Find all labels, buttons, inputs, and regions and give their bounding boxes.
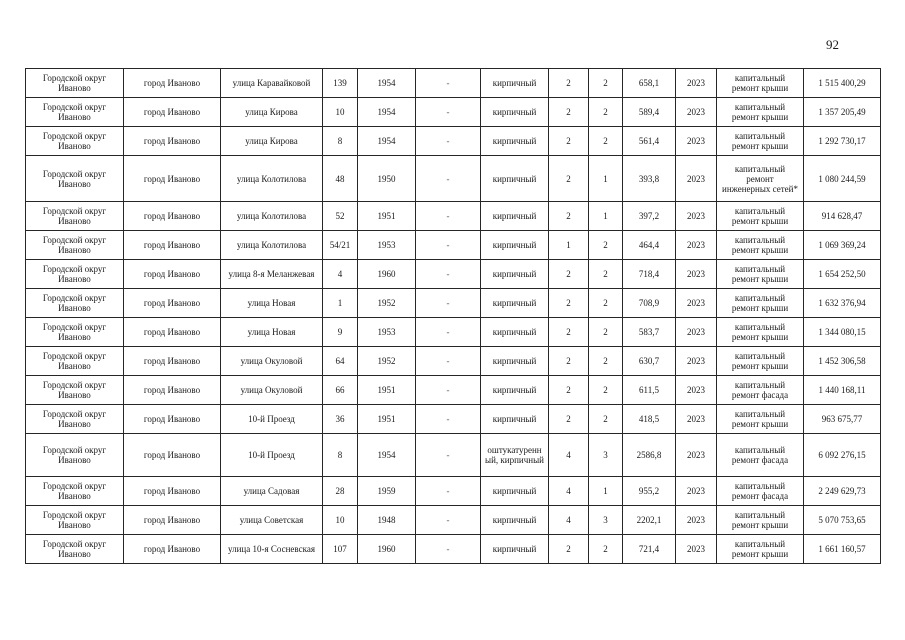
cell-city: город Иваново <box>124 69 221 98</box>
cell-wall-material: кирпичный <box>481 347 549 376</box>
cell-house: 8 <box>323 434 358 477</box>
cell-dash: - <box>416 405 481 434</box>
cell-work-type: капитальный ремонт крыши <box>717 347 804 376</box>
cell-dash: - <box>416 506 481 535</box>
cell-work-year: 2023 <box>676 405 717 434</box>
cell-street: улица Колотилова <box>221 156 323 202</box>
cell-district: Городской округ Иваново <box>26 506 124 535</box>
cell-entrances: 2 <box>589 69 623 98</box>
cell-floors: 2 <box>549 260 589 289</box>
cell-area: 955,2 <box>623 477 676 506</box>
cell-work-year: 2023 <box>676 260 717 289</box>
cell-city: город Иваново <box>124 376 221 405</box>
cell-house: 4 <box>323 260 358 289</box>
cell-area: 2202,1 <box>623 506 676 535</box>
cell-work-year: 2023 <box>676 69 717 98</box>
cell-entrances: 3 <box>589 506 623 535</box>
table-row <box>26 434 881 477</box>
cell-house: 10 <box>323 98 358 127</box>
cell-dash: - <box>416 289 481 318</box>
cell-work-year: 2023 <box>676 434 717 477</box>
cell-work-year: 2023 <box>676 98 717 127</box>
cell-area: 658,1 <box>623 69 676 98</box>
cell-dash: - <box>416 535 481 564</box>
cell-work-year: 2023 <box>676 506 717 535</box>
cell-cost: 914 628,47 <box>804 202 881 231</box>
cell-street: улица 10-я Сосневская <box>221 535 323 564</box>
cell-year-built: 1954 <box>358 69 416 98</box>
cell-cost: 963 675,77 <box>804 405 881 434</box>
cell-wall-material: кирпичный <box>481 202 549 231</box>
cell-year-built: 1954 <box>358 98 416 127</box>
cell-wall-material: кирпичный <box>481 405 549 434</box>
cell-year-built: 1959 <box>358 477 416 506</box>
table-row <box>26 347 881 376</box>
cell-year-built: 1960 <box>358 260 416 289</box>
cell-work-year: 2023 <box>676 202 717 231</box>
cell-floors: 4 <box>549 477 589 506</box>
cell-street: улица Кирова <box>221 127 323 156</box>
cell-district: Городской округ Иваново <box>26 231 124 260</box>
cell-wall-material: оштукатуренный, кирпичный <box>481 434 549 477</box>
cell-floors: 2 <box>549 156 589 202</box>
cell-area: 708,9 <box>623 289 676 318</box>
cell-floors: 2 <box>549 405 589 434</box>
table-row <box>26 156 881 202</box>
cell-wall-material: кирпичный <box>481 289 549 318</box>
cell-work-type: капитальный ремонт крыши <box>717 535 804 564</box>
cell-cost: 1 515 400,29 <box>804 69 881 98</box>
cell-city: город Иваново <box>124 156 221 202</box>
cell-district: Городской округ Иваново <box>26 477 124 506</box>
cell-area: 583,7 <box>623 318 676 347</box>
cell-floors: 2 <box>549 318 589 347</box>
cell-house: 139 <box>323 69 358 98</box>
cell-work-type: капитальный ремонт фасада <box>717 477 804 506</box>
cell-dash: - <box>416 260 481 289</box>
cell-work-year: 2023 <box>676 347 717 376</box>
table-row <box>26 127 881 156</box>
cell-wall-material: кирпичный <box>481 156 549 202</box>
page-number: 92 <box>826 37 839 52</box>
cell-street: улица Колотилова <box>221 202 323 231</box>
cell-district: Городской округ Иваново <box>26 202 124 231</box>
cell-floors: 2 <box>549 69 589 98</box>
cell-work-year: 2023 <box>676 535 717 564</box>
cell-year-built: 1953 <box>358 318 416 347</box>
cell-area: 589,4 <box>623 98 676 127</box>
cell-house: 9 <box>323 318 358 347</box>
cell-street: 10-й Проезд <box>221 434 323 477</box>
cell-work-type: капитальный ремонт фасада <box>717 376 804 405</box>
table-row <box>26 260 881 289</box>
cell-area: 397,2 <box>623 202 676 231</box>
cell-house: 1 <box>323 289 358 318</box>
cell-house: 52 <box>323 202 358 231</box>
cell-street: улица 8-я Меланжевая <box>221 260 323 289</box>
cell-entrances: 1 <box>589 156 623 202</box>
cell-work-type: капитальный ремонт крыши <box>717 98 804 127</box>
table-row <box>26 289 881 318</box>
cell-city: город Иваново <box>124 289 221 318</box>
cell-work-year: 2023 <box>676 231 717 260</box>
cell-area: 721,4 <box>623 535 676 564</box>
cell-house: 107 <box>323 535 358 564</box>
table-row <box>26 98 881 127</box>
cell-dash: - <box>416 434 481 477</box>
cell-street: улица Новая <box>221 289 323 318</box>
cell-cost: 5 070 753,65 <box>804 506 881 535</box>
cell-city: город Иваново <box>124 318 221 347</box>
cell-city: город Иваново <box>124 98 221 127</box>
cell-district: Городской округ Иваново <box>26 69 124 98</box>
cell-street: улица Каравайковой <box>221 69 323 98</box>
cell-dash: - <box>416 69 481 98</box>
cell-area: 393,8 <box>623 156 676 202</box>
cell-year-built: 1951 <box>358 405 416 434</box>
cell-work-year: 2023 <box>676 127 717 156</box>
cell-house: 8 <box>323 127 358 156</box>
cell-entrances: 2 <box>589 231 623 260</box>
cell-entrances: 2 <box>589 535 623 564</box>
cell-street: улица Садовая <box>221 477 323 506</box>
table-row <box>26 231 881 260</box>
cell-year-built: 1951 <box>358 376 416 405</box>
cell-entrances: 2 <box>589 260 623 289</box>
cell-cost: 2 249 629,73 <box>804 477 881 506</box>
table-row <box>26 69 881 98</box>
cell-area: 718,4 <box>623 260 676 289</box>
cell-cost: 1 632 376,94 <box>804 289 881 318</box>
cell-floors: 2 <box>549 376 589 405</box>
cell-work-type: капитальный ремонт крыши <box>717 506 804 535</box>
cell-work-type: капитальный ремонт крыши <box>717 405 804 434</box>
table-row <box>26 535 881 564</box>
cell-city: город Иваново <box>124 477 221 506</box>
cell-work-type: капитальный ремонт фасада <box>717 434 804 477</box>
cell-cost: 1 654 252,50 <box>804 260 881 289</box>
table-row <box>26 318 881 347</box>
cell-wall-material: кирпичный <box>481 69 549 98</box>
cell-area: 561,4 <box>623 127 676 156</box>
cell-year-built: 1948 <box>358 506 416 535</box>
cell-city: город Иваново <box>124 127 221 156</box>
cell-street: улица Колотилова <box>221 231 323 260</box>
cell-work-type: капитальный ремонт крыши <box>717 127 804 156</box>
cell-area: 464,4 <box>623 231 676 260</box>
cell-cost: 1 080 244,59 <box>804 156 881 202</box>
cell-year-built: 1954 <box>358 127 416 156</box>
cell-area: 630,7 <box>623 347 676 376</box>
cell-entrances: 2 <box>589 405 623 434</box>
cell-house: 64 <box>323 347 358 376</box>
cell-dash: - <box>416 376 481 405</box>
cell-street: 10-й Проезд <box>221 405 323 434</box>
cell-entrances: 3 <box>589 434 623 477</box>
cell-wall-material: кирпичный <box>481 318 549 347</box>
cell-work-type: капитальный ремонт крыши <box>717 260 804 289</box>
cell-wall-material: кирпичный <box>481 477 549 506</box>
cell-floors: 2 <box>549 289 589 318</box>
table-row <box>26 477 881 506</box>
cell-district: Городской округ Иваново <box>26 127 124 156</box>
cell-work-type: капитальный ремонт крыши <box>717 318 804 347</box>
cell-entrances: 2 <box>589 127 623 156</box>
cell-dash: - <box>416 318 481 347</box>
cell-year-built: 1953 <box>358 231 416 260</box>
table-row <box>26 202 881 231</box>
cell-cost: 1 292 730,17 <box>804 127 881 156</box>
cell-wall-material: кирпичный <box>481 127 549 156</box>
cell-year-built: 1952 <box>358 347 416 376</box>
cell-street: улица Окуловой <box>221 347 323 376</box>
cell-city: город Иваново <box>124 260 221 289</box>
cell-year-built: 1954 <box>358 434 416 477</box>
cell-work-year: 2023 <box>676 376 717 405</box>
cell-dash: - <box>416 477 481 506</box>
cell-year-built: 1950 <box>358 156 416 202</box>
cell-dash: - <box>416 202 481 231</box>
table-row <box>26 405 881 434</box>
cell-district: Городской округ Иваново <box>26 376 124 405</box>
cell-entrances: 2 <box>589 318 623 347</box>
cell-district: Городской округ Иваново <box>26 318 124 347</box>
cell-floors: 1 <box>549 231 589 260</box>
cell-floors: 2 <box>549 202 589 231</box>
housing-repair-table <box>25 68 881 564</box>
cell-area: 418,5 <box>623 405 676 434</box>
cell-cost: 1 344 080,15 <box>804 318 881 347</box>
cell-work-type: капитальный ремонт крыши <box>717 289 804 318</box>
cell-street: улица Окуловой <box>221 376 323 405</box>
cell-floors: 4 <box>549 506 589 535</box>
cell-year-built: 1960 <box>358 535 416 564</box>
cell-dash: - <box>416 127 481 156</box>
cell-wall-material: кирпичный <box>481 231 549 260</box>
cell-year-built: 1951 <box>358 202 416 231</box>
cell-district: Городской округ Иваново <box>26 156 124 202</box>
cell-dash: - <box>416 156 481 202</box>
cell-work-year: 2023 <box>676 318 717 347</box>
cell-city: город Иваново <box>124 202 221 231</box>
cell-dash: - <box>416 231 481 260</box>
cell-wall-material: кирпичный <box>481 260 549 289</box>
cell-district: Городской округ Иваново <box>26 289 124 318</box>
cell-floors: 2 <box>549 127 589 156</box>
cell-wall-material: кирпичный <box>481 506 549 535</box>
cell-area: 611,5 <box>623 376 676 405</box>
cell-house: 66 <box>323 376 358 405</box>
cell-wall-material: кирпичный <box>481 98 549 127</box>
table-row <box>26 506 881 535</box>
cell-district: Городской округ Иваново <box>26 347 124 376</box>
cell-work-type: капитальный ремонт крыши <box>717 69 804 98</box>
cell-work-type: капитальный ремонт крыши <box>717 202 804 231</box>
cell-entrances: 2 <box>589 347 623 376</box>
cell-area: 2586,8 <box>623 434 676 477</box>
cell-year-built: 1952 <box>358 289 416 318</box>
cell-house: 54/21 <box>323 231 358 260</box>
cell-cost: 6 092 276,15 <box>804 434 881 477</box>
table-row <box>26 376 881 405</box>
cell-city: город Иваново <box>124 347 221 376</box>
cell-work-year: 2023 <box>676 477 717 506</box>
cell-floors: 4 <box>549 434 589 477</box>
cell-district: Городской округ Иваново <box>26 434 124 477</box>
cell-entrances: 2 <box>589 376 623 405</box>
cell-work-type: капитальный ремонт инженерных сетей* <box>717 156 804 202</box>
cell-house: 28 <box>323 477 358 506</box>
cell-wall-material: кирпичный <box>481 535 549 564</box>
cell-street: улица Советская <box>221 506 323 535</box>
cell-entrances: 2 <box>589 289 623 318</box>
cell-floors: 2 <box>549 535 589 564</box>
cell-work-year: 2023 <box>676 289 717 318</box>
cell-entrances: 1 <box>589 202 623 231</box>
cell-work-type: капитальный ремонт крыши <box>717 231 804 260</box>
cell-cost: 1 357 205,49 <box>804 98 881 127</box>
table-body <box>26 69 881 564</box>
cell-district: Городской округ Иваново <box>26 405 124 434</box>
cell-city: город Иваново <box>124 434 221 477</box>
cell-entrances: 1 <box>589 477 623 506</box>
cell-dash: - <box>416 347 481 376</box>
cell-house: 48 <box>323 156 358 202</box>
cell-floors: 2 <box>549 98 589 127</box>
cell-house: 10 <box>323 506 358 535</box>
cell-wall-material: кирпичный <box>481 376 549 405</box>
cell-cost: 1 452 306,58 <box>804 347 881 376</box>
cell-cost: 1 440 168,11 <box>804 376 881 405</box>
cell-entrances: 2 <box>589 98 623 127</box>
cell-cost: 1 661 160,57 <box>804 535 881 564</box>
cell-city: город Иваново <box>124 535 221 564</box>
cell-district: Городской округ Иваново <box>26 260 124 289</box>
cell-street: улица Новая <box>221 318 323 347</box>
cell-city: город Иваново <box>124 506 221 535</box>
cell-work-year: 2023 <box>676 156 717 202</box>
cell-dash: - <box>416 98 481 127</box>
cell-district: Городской округ Иваново <box>26 535 124 564</box>
cell-city: город Иваново <box>124 231 221 260</box>
cell-street: улица Кирова <box>221 98 323 127</box>
cell-house: 36 <box>323 405 358 434</box>
cell-district: Городской округ Иваново <box>26 98 124 127</box>
cell-cost: 1 069 369,24 <box>804 231 881 260</box>
cell-floors: 2 <box>549 347 589 376</box>
cell-city: город Иваново <box>124 405 221 434</box>
